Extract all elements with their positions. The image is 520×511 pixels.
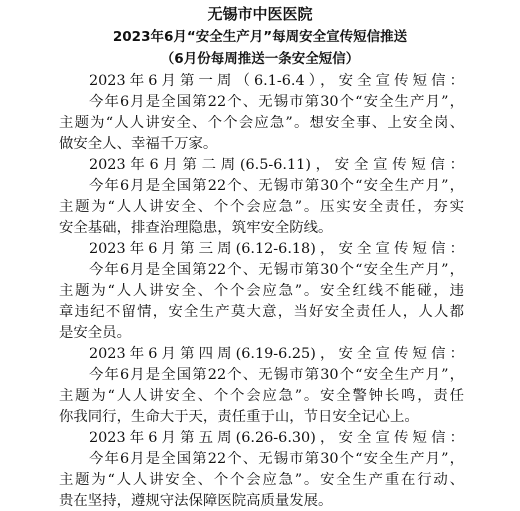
- week-4-heading: 2023年6月第四周(6.19-6.25)，安全宣传短信：: [89, 346, 464, 362]
- week-5-heading: 2023年6月第五周(6.26-6.30)，安全宣传短信：: [89, 430, 464, 446]
- week-5-line-2: 主题为“人人讲安全、个个会应急”。安全生产重在行动、: [59, 472, 464, 488]
- week-3-line-3: 章违纪不留情，安全生产莫大意，当好安全责任人，人人都: [59, 304, 464, 320]
- week-2-heading: 2023年6月第二周(6.5-6.11)，安全宣传短信：: [89, 157, 464, 173]
- week-1-heading: 2023年6月第一周（6.1-6.4），安全宣传短信：: [89, 73, 464, 89]
- week-2-line-1: 今年6月是全国第22个、无锡市第30个“安全生产月”，: [89, 178, 464, 194]
- week-1-line-2: 主题为“人人讲安全、个个会应急”。想安全事、上安全岗、: [59, 115, 464, 131]
- week-2-line-3: 安全基础，排查治理隐患，筑牢安全防线。: [59, 220, 333, 236]
- week-3-line-1: 今年6月是全国第22个、无锡市第30个“安全生产月”，: [89, 262, 464, 278]
- week-4-line-2: 主题为“人人讲安全、个个会应急”。安全警钟长鸣，责任: [59, 388, 464, 404]
- week-4-line-1: 今年6月是全国第22个、无锡市第30个“安全生产月”，: [89, 367, 464, 383]
- document-subtitle: （6月份每周推送一条安全短信）: [160, 51, 360, 67]
- week-3-line-4: 是安全员。: [59, 325, 131, 341]
- week-1-line-1: 今年6月是全国第22个、无锡市第30个“安全生产月”，: [89, 94, 464, 110]
- week-3-line-2: 主题为“人人讲安全、个个会应急”。安全红线不能碰，违: [59, 283, 464, 299]
- week-3-heading: 2023年6月第三周(6.12-6.18)，安全宣传短信：: [89, 241, 464, 257]
- week-5-line-3: 贵在坚持，遵规守法保障医院高质量发展。: [59, 493, 333, 509]
- week-5-line-1: 今年6月是全国第22个、无锡市第30个“安全生产月”，: [89, 451, 464, 467]
- week-2-line-2: 主题为“人人讲安全、个个会应急”。压实安全责任，夯实: [59, 199, 464, 215]
- week-4-line-3: 你我同行，生命大于天，责任重于山，节日安全记心上。: [59, 409, 419, 425]
- hospital-name: 无锡市中医医院: [207, 5, 313, 23]
- document-title: 2023年6月“安全生产月”每周安全宣传短信推送: [112, 29, 408, 45]
- week-1-line-3: 做安全人、幸福千万家。: [59, 136, 218, 152]
